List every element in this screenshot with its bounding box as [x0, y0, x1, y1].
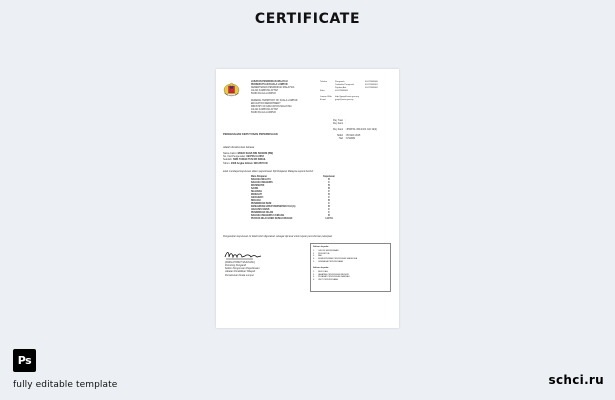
closing-note: Pengesahan keputusan ini tidak boleh digunakan sebagai sijil asal untuk tujuan permohonan pekerjaan. — [223, 235, 333, 238]
subject-name: PENDIDIKAN ISLAM — [251, 212, 274, 215]
certificate-document — [216, 69, 399, 328]
candidate-row: No. Kad Pengenalan: 990708-11-6653 — [223, 155, 264, 159]
subject-name: BIOLOGI — [251, 200, 261, 203]
signer-block — [225, 261, 285, 277]
candidate-row: Sekolah: SMK TAMAN TUN DR ISMAIL — [223, 158, 266, 162]
subject-name: PENDIDIKAN SENI — [251, 203, 272, 206]
subject-grade: C — [328, 191, 330, 194]
contact-row: E-mel jpwp@moe.gov.my — [320, 99, 354, 102]
subject-name: SEJARAH — [251, 191, 262, 194]
org-line: 50460 KUALA LUMPUR — [251, 111, 276, 114]
reference-row: Ruj. Kami : — [333, 123, 346, 126]
subject-grade: D — [328, 194, 330, 197]
subject-grade: B — [328, 200, 330, 203]
subject-grade: B — [328, 185, 330, 188]
results-header: Mata Pelajaran Keputusan — [251, 176, 335, 178]
notes-item: 1. SEKOLAH — [313, 270, 328, 273]
subject-name: BAHASA INGGERIS 6 KIRAAN — [251, 215, 285, 218]
org-line: EDUCATION DEPARTMENT — [251, 102, 281, 105]
subject-grade: B — [328, 188, 330, 191]
notes-item: 2. JABATAN PENDIDIKAN NEGERI — [313, 273, 349, 276]
contact-row: Timbalan Pengarah 03-22965801 — [335, 83, 378, 86]
signer-line: Sektor Pengurusan Peperiksaan — [225, 267, 260, 271]
org-line: JALAN KAMPUNG ATTAP — [251, 108, 278, 111]
contact-row: Pejabat Am 03-22965802 — [335, 86, 378, 89]
subject-grade: C — [328, 182, 330, 185]
document-heading: PENGESAHAN KEPUTUSAN PEPERIKSAAN — [223, 133, 278, 136]
contact-row: Faks 03-22965803 — [320, 89, 348, 92]
subject-grade: C — [328, 209, 330, 212]
notes-item: 3. PEJABAT PENDIDIKAN DAERAH — [313, 276, 350, 279]
org-line: PERSEKUTUAN KUALA LUMPUR — [251, 83, 288, 86]
org-line: JABATAN PENDIDIKAN WILAYAH — [251, 81, 288, 83]
candidate-details — [223, 152, 343, 165]
subject-name: PURATA NILAI GRED KESELURUHAN — [251, 218, 293, 221]
reference-row: Hari : KHAMIS — [338, 137, 356, 140]
subject-name: BAHASA MELAYU — [251, 179, 271, 182]
signer-line: Jabatan Pendidikan Wilayah — [225, 270, 256, 274]
notes-item: 1. CALON BERKENAAN — [313, 249, 339, 252]
subject-grade: 1.97/11 — [325, 218, 333, 221]
org-line: JALAN KAMPUNG ATTAP — [251, 89, 278, 92]
reference-row: Ruj. Tuan : — [333, 120, 346, 122]
subject-name: KEMAHIRAN HIDUP BERSEPADU KH (A) — [251, 206, 296, 209]
handwritten-signature — [223, 249, 267, 261]
signer-line: Persekutuan Kuala Lumpur — [225, 273, 254, 277]
reference-row: Ruj. Kami : JPWP.KL.600-4/2/4 JLD 19(2) — [333, 129, 377, 132]
subject-name: SAINS — [251, 188, 259, 191]
results-table — [251, 176, 341, 221]
org-line: KEMENTERIAN PENDIDIKAN MALAYSIA — [251, 86, 295, 89]
org-line: FEDERAL TERRITORY OF KUALA LUMPUR — [251, 99, 298, 102]
org-line: 50460 KUALA LUMPUR — [251, 92, 276, 95]
subject-name: BAHASA INGGERIS — [251, 182, 273, 185]
subject-grade: B — [328, 215, 330, 218]
notes-item: 2. PENGETUA — [313, 252, 330, 255]
subject-name: MORALITI — [251, 194, 263, 197]
reference-block — [328, 120, 392, 141]
signer-line: (PAZILAH BINTI ZULKAFLI) — [225, 261, 255, 264]
coat-of-arms-crest-icon — [223, 82, 240, 97]
salutation: Adalah dimaklumkan bahawa — [223, 146, 255, 149]
subject-grade: B — [328, 179, 330, 182]
notes-item: 5. LEMBAGA PEPERIKSAAN — [313, 261, 344, 264]
organization-address — [251, 81, 309, 115]
candidate-row: Nama Calon: MOHD SHAB BIN SOWAM (BM) — [223, 152, 274, 155]
subject-name: MATEMATIK — [251, 185, 265, 188]
subject-grade: C — [328, 203, 330, 206]
notes-title: Salinan kepada: — [313, 246, 329, 248]
notes-item: 3. FAIL — [313, 255, 323, 258]
notes-title: Salinan kepada: — [313, 266, 329, 269]
results-intro: telah mendapat keputusan dalam peperiksaan Sijil Pelajaran Malaysia seperti berikut : — [223, 170, 315, 173]
brand-watermark: schci.ru — [548, 373, 604, 387]
org-line: MINISTRY OF EDUCATION MALAYSIA — [251, 105, 292, 108]
notes-item: 4. UNIT PEPERIKSAAN — [313, 279, 339, 282]
subject-row — [251, 218, 341, 221]
subject-name: ANALISIS SAINS — [251, 209, 270, 212]
subject-grade: C — [328, 212, 330, 215]
candidate-row: Tahun: 2008 Angka Giliran: DD1456YUD — [223, 161, 268, 165]
photoshop-icon: Ps — [13, 349, 36, 372]
subject-name: GEOGRAFI — [251, 197, 264, 200]
subject-grade: B — [328, 206, 330, 209]
template-tagline: fully editable template — [13, 380, 118, 390]
page-title: CERTIFICATE — [254, 11, 361, 27]
contact-row: Telefon Pengarah 03-22965800 — [320, 81, 378, 83]
contact-details — [320, 81, 394, 102]
notes-item: 4. KEMENTERIAN PENDIDIKAN MALAYSIA — [313, 258, 358, 261]
signer-line: Penolong Pengarah — [225, 264, 247, 268]
reference-row: Tarikh : 05 MAC 2015 — [336, 134, 361, 137]
contact-row: Laman Web http://jpwpkl.moe.gov.my — [320, 96, 359, 99]
subject-grade: C — [328, 197, 330, 200]
copy-distribution-box — [310, 243, 391, 292]
